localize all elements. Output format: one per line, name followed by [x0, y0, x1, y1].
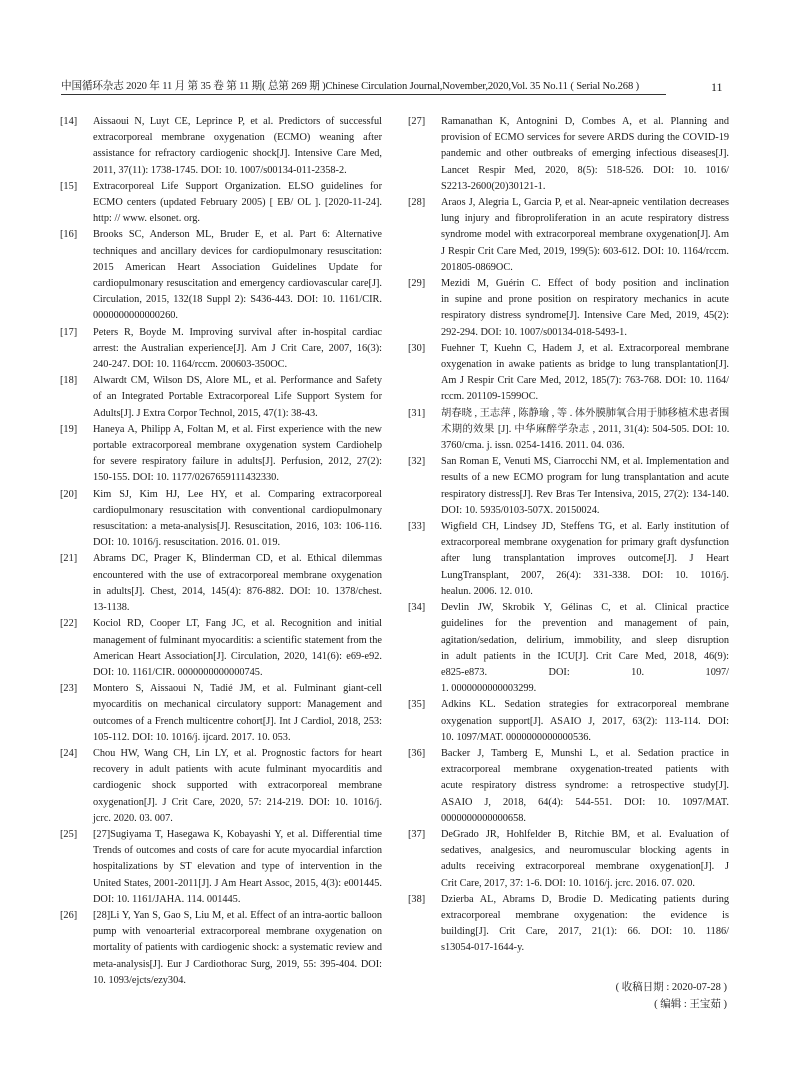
reference-line: 240-247. DOI: 10. 1164/rccm. 200603-350OC.	[93, 359, 288, 371]
reference-line: 3760/cma. j. issn. 0254-1416. 2011. 04. 036.	[441, 440, 625, 452]
reference-line: extracorporeal membrane oxygenation for primary graft dysfunction	[441, 537, 729, 549]
reference-text	[441, 114, 729, 195]
reference-number: [32]	[408, 456, 426, 468]
reference-line: extracorporeal membrane oxygenation (ECMO) weaning after	[93, 132, 382, 144]
reference-line: oxygenation in awake patients as bridge to lung transplantation[J].	[441, 359, 729, 371]
reference-line: DOI: 10. 1161/CIR. 0000000000000745.	[93, 666, 263, 678]
reference-line: agitation/sedation, delirium, immobility, and sleep disruption	[441, 634, 729, 646]
reference-line: jcrc. 2020. 03. 007.	[93, 812, 173, 824]
reference-line: DOI: 10. 5935/0103-507X. 20150024.	[441, 504, 600, 516]
reference-item	[408, 114, 729, 195]
reference-line: in supine and prone position on respiratory mechanics in acute	[441, 294, 729, 306]
reference-number: [25]	[60, 828, 78, 840]
reference-line: cardiopulmonary resuscitation with conventional cardiopulmonary	[93, 504, 382, 516]
reference-line: Ramanathan K, Antognini D, Combes A, et al. Planning and	[441, 116, 729, 127]
reference-line: assistance for refractory cardiogenic shock[J]. Intensive Care Med,	[93, 148, 382, 160]
reference-line: [27]Sugiyama T, Hasegawa K, Kobayashi Y, et al. Differential time	[93, 828, 382, 840]
reference-line: Brooks SC, Anderson ML, Bruder E, et al. Part 6: Alternative	[93, 229, 382, 241]
reference-item	[60, 227, 382, 324]
reference-line: 术期的效果 [J]. 中华麻醉学杂志 , 2011, 31(4): 504-505. DOI: 10.	[441, 423, 730, 435]
reference-line: building[J]. Crit Care, 2017, 21(1): 66. DOI: 10. 1186/	[441, 926, 729, 938]
reference-text	[93, 422, 382, 487]
reference-text	[441, 600, 729, 697]
reference-line: Adults[J]. J Extra Corpor Technol, 2015, 47(1): 38-43.	[93, 407, 318, 419]
reference-line: oxygenation support[J]. ASAIO J, 2017, 63(2): 113-114. DOI:	[441, 715, 729, 727]
reference-text	[93, 551, 382, 616]
reference-line: DeGrado JR, Hohlfelder B, Ritchie BM, et al. Evaluation of	[441, 828, 729, 840]
reference-item	[60, 179, 382, 228]
reference-item	[408, 195, 729, 276]
reference-line: Extracorporeal Life Support Organization. ELSO guidelines for	[93, 180, 382, 192]
reference-line: extracorporeal membrane oxygenation-treated patients with	[441, 764, 729, 776]
reference-number: [34]	[408, 602, 426, 614]
reference-line: 150-155. DOI: 10. 1177/0267659111432330.	[93, 472, 279, 484]
reference-line: s13054-017-1644-y.	[441, 942, 525, 954]
reference-number: [31]	[408, 407, 426, 419]
reference-line: encountered with the use of extracorporeal membrane oxygenation	[93, 569, 382, 581]
reference-text	[93, 373, 382, 422]
reference-item	[60, 908, 382, 989]
reference-text	[441, 697, 729, 746]
reference-line: myocarditis on mechanical circulatory support: Management and	[93, 699, 382, 711]
reference-line: pandemic and other outbreaks of emerging infectious diseases[J].	[441, 148, 729, 160]
reference-line: Aissaoui N, Luyt CE, Leprince P, et al. Predictors of successful	[93, 116, 382, 127]
reference-line: portable extracorporeal membrane oxygenation system Cardiohelp	[93, 440, 382, 452]
reference-line: 105-112. DOI: 10. 1016/j. ijcard. 2017. 10. 053.	[93, 731, 291, 743]
reference-line: syndrome model with extracorporeal membrane oxygenation[J]. Am	[441, 229, 729, 241]
reference-number: [24]	[60, 747, 78, 759]
reference-item	[408, 454, 729, 519]
reference-line: techniques and ancillary devices for cardiopulmonary resuscitation:	[93, 245, 382, 257]
reference-line: healun. 2006. 12. 010.	[441, 585, 533, 597]
reference-line: mortality of patients with cardiogenic shock: a systematic review and	[93, 942, 382, 954]
reference-line: outcomes of a French multicentre cohort[J]. Int J Cardiol, 2018, 253:	[93, 715, 382, 727]
reference-line: Am J Respir Crit Care Med, 2012, 185(7): 763-768. DOI: 10. 1164/	[441, 375, 729, 387]
reference-line: Dzierba AL, Abrams D, Brodie D. Medicating patients during	[441, 893, 729, 905]
received-date: ( 收稿日期 : 2020-07-28 )	[615, 982, 727, 993]
reference-text	[93, 746, 382, 827]
reference-text	[93, 227, 382, 324]
reference-text	[93, 179, 382, 228]
references-left-column	[60, 114, 382, 989]
reference-line: rccm. 201109-1599OC.	[441, 391, 539, 403]
reference-line: Trends of outcomes and costs of care for acute myocardial infarction	[93, 845, 382, 857]
reference-line: in adult patients in the ICU[J]. Crit Care Med, 2018, 46(9):	[441, 650, 729, 662]
references-right-column	[408, 114, 729, 957]
reference-line: respiratory distress[J]. Rev Bras Ter Intensiva, 2015, 27(2): 134-140.	[441, 488, 729, 500]
reference-line: Kociol RD, Cooper LT, Fang JC, et al. Recognition and initial	[93, 618, 382, 630]
reference-line: recovery in adult patients with acute fulminant myocarditis and	[93, 764, 382, 776]
reference-line: 0000000000000260.	[93, 310, 178, 322]
reference-item	[60, 325, 382, 374]
reference-line: S2213-2600(20)30121-1.	[441, 180, 546, 192]
reference-line: arrest: the Australian experience[J]. Am J Crit Care, 2007, 16(3):	[93, 342, 382, 354]
reference-line: [28]Li Y, Yan S, Gao S, Liu M, et al. Effect of an intra-aortic balloon	[93, 909, 382, 921]
reference-line: lung injury and fibroproliferation in an acute respiratory distress	[441, 213, 729, 225]
reference-text	[93, 487, 382, 552]
reference-line: Lancet Respir Med, 2020, 8(5): 518-526. DOI: 10. 1016/	[441, 164, 729, 176]
reference-text	[441, 892, 729, 957]
reference-text	[441, 519, 729, 600]
reference-line: meta-analysis[J]. Eur J Cardiothorac Surg, 2019, 55: 395-404. DOI:	[93, 958, 382, 970]
reference-line: Kim SJ, Kim HJ, Lee HY, et al. Comparing extracorporeal	[93, 488, 382, 500]
reference-line: extracorporeal membrane oxygenation: the evidence is	[441, 909, 729, 921]
reference-number: [36]	[408, 747, 426, 759]
reference-number: [37]	[408, 828, 426, 840]
reference-line: Montero S, Aissaoui N, Tadié JM, et al. Fulminant giant-cell	[93, 683, 382, 695]
reference-line: Circulation, 2015, 132(18 Suppl 2): S436-443. DOI: 10. 1161/CIR.	[93, 294, 382, 306]
reference-line: American Heart Association[J]. Circulation, 2020, 141(6): e69-e92.	[93, 650, 382, 662]
reference-number: [15]	[60, 180, 78, 192]
reference-line: provision of ECMO services for severe ARDS during the COVID-19	[441, 132, 729, 144]
reference-line: of an Integrated Portable Extracorporeal Life Support System for	[93, 391, 382, 403]
reference-line: San Roman E, Venuti MS, Ciarrocchi NM, et al. Implementation and	[441, 456, 729, 468]
reference-line: management of fulminant myocarditis: a scientific statement from the	[93, 634, 382, 646]
reference-line: 10. 1097/MAT. 0000000000000536.	[441, 731, 591, 743]
reference-line: LungTransplant, 2007, 26(4): 331-338. DOI: 10. 1016/j.	[441, 569, 729, 581]
reference-line: 10. 1093/ejcts/ezy304.	[93, 974, 186, 986]
reference-number: [27]	[408, 116, 426, 127]
reference-item	[60, 422, 382, 487]
reference-line: http: // www. elsonet. org.	[93, 213, 200, 225]
reference-item	[60, 827, 382, 908]
reference-line: acute respiratory distress syndrome: a retrospective study[J].	[441, 780, 729, 792]
reference-line: ECMO centers (updated February 2005) [ EB/ OL ]. [2020-11-24].	[93, 197, 382, 209]
reference-line: Abrams DC, Prager K, Blinderman CD, et al. Ethical dilemmas	[93, 553, 382, 565]
reference-number: [21]	[60, 553, 78, 565]
reference-item	[60, 114, 382, 179]
reference-line: sedatives, analgesics, and neuromuscular blocking agents in	[441, 845, 729, 857]
reference-item	[60, 487, 382, 552]
reference-text	[441, 827, 729, 892]
reference-line: Backer J, Tamberg E, Munshi L, et al. Sedation practice in	[441, 747, 729, 759]
reference-line: e825-e873. DOI: 10. 1097/	[441, 666, 729, 678]
editor-credit: ( 编辑 : 王宝茹 )	[654, 999, 727, 1010]
reference-line: 2015 American Heart Association Guidelines Update for	[93, 261, 382, 273]
reference-item	[60, 616, 382, 681]
reference-item	[408, 746, 729, 827]
reference-line: respiratory distress syndrome[J]. Intensive Care Med, 2019, 45(2):	[441, 310, 729, 322]
reference-line: resuscitation: a meta-analysis[J]. Resuscitation, 2016, 103: 106-116.	[93, 521, 382, 533]
reference-number: [28]	[408, 197, 426, 209]
reference-line: Alwardt CM, Wilson DS, Alore ML, et al. Performance and Safety	[93, 375, 382, 387]
reference-item	[408, 827, 729, 892]
reference-line: ASAIO J, 2018, 64(4): 544-551. DOI: 10. 1097/MAT.	[441, 796, 729, 808]
reference-line: United States, 2001-2011[J]. J Am Heart Assoc, 2015, 4(3): e001445.	[93, 877, 382, 889]
reference-number: [14]	[60, 116, 78, 127]
reference-line: hospitalizations by ST elevation and type of intervention in the	[93, 861, 382, 873]
reference-line: cardiopulmonary resuscitation and emergency cardiovascular care[J].	[93, 278, 382, 290]
reference-text	[93, 325, 382, 374]
reference-line: 2011, 37(11): 1738-1745. DOI: 10. 1007/s00134-011-2358-2.	[93, 164, 347, 176]
reference-item	[408, 341, 729, 406]
reference-line: Chou HW, Wang CH, Lin LY, et al. Prognostic factors for heart	[93, 747, 382, 759]
reference-item	[60, 746, 382, 827]
reference-text	[93, 827, 382, 908]
reference-number: [16]	[60, 229, 78, 241]
reference-text	[441, 341, 729, 406]
reference-number: [20]	[60, 488, 78, 500]
reference-line: oxygenation[J]. J Crit Care, 2020, 57: 214-219. DOI: 10. 1016/j.	[93, 796, 382, 808]
reference-text	[93, 681, 382, 746]
reference-text	[441, 406, 729, 455]
reference-line: Adkins KL. Sedation strategies for extracorporeal membrane	[441, 699, 729, 711]
reference-line: results of a new ECMO program for lung transplantation and acute	[441, 472, 729, 484]
running-header: 中国循环杂志 2020 年 11 月 第 35 卷 第 11 期( 总第 269 期 )Chinese Circulation Journal,November,2020,Vol. 35 No.11 ( Serial No.268 )	[61, 80, 666, 95]
reference-item	[408, 892, 729, 957]
reference-number: [22]	[60, 618, 78, 630]
reference-item	[60, 681, 382, 746]
reference-line: adults receiving extracorporeal membrane oxygenation[J]. J	[441, 861, 729, 873]
reference-text	[441, 454, 729, 519]
reference-line: 1. 0000000000003299.	[441, 683, 537, 695]
reference-line: DOI: 10. 1161/JAHA. 114. 001445.	[93, 893, 241, 905]
page-number: 11	[711, 80, 723, 94]
reference-text	[93, 616, 382, 681]
reference-line: DOI: 10. 1016/j. resuscitation. 2016. 01. 019.	[93, 537, 281, 549]
reference-item	[408, 519, 729, 600]
reference-number: [33]	[408, 521, 426, 533]
reference-item	[408, 406, 729, 455]
reference-line: 胡春晓 , 王志萍 , 陈静瑜 , 等 . 体外膜肺氧合用于肺移植术患者围	[441, 407, 730, 419]
reference-item	[408, 600, 729, 697]
reference-text	[93, 114, 382, 179]
reference-number: [29]	[408, 278, 426, 290]
reference-line: after lung transplantation improves outcome[J]. J Heart	[441, 553, 729, 565]
reference-line: 201805-0869OC.	[441, 261, 513, 273]
reference-line: Araos J, Alegria L, Garcia P, et al. Near-apneic ventilation decreases	[441, 197, 729, 209]
article-footer	[616, 979, 727, 1013]
reference-number: [19]	[60, 423, 78, 435]
reference-line: 0000000000000658.	[441, 812, 526, 824]
reference-line: Devlin JW, Skrobik Y, Gélinas C, et al. Clinical practice	[441, 602, 729, 614]
reference-number: [26]	[60, 909, 78, 921]
reference-text	[93, 908, 382, 989]
reference-line: Wigfield CH, Lindsey JD, Steffens TG, et al. Early institution of	[441, 521, 729, 533]
reference-item	[60, 551, 382, 616]
reference-item	[60, 373, 382, 422]
reference-line: 292-294. DOI: 10. 1007/s00134-018-5493-1.	[441, 326, 627, 338]
reference-line: in adults[J]. Chest, 2014, 145(4): 876-882. DOI: 10. 1378/chest.	[93, 585, 382, 597]
reference-line: J Respir Crit Care Med, 2019, 199(5): 603-612. DOI: 10. 1164/rccm.	[441, 245, 729, 257]
reference-number: [23]	[60, 683, 78, 695]
reference-item	[408, 276, 729, 341]
reference-text	[441, 276, 729, 341]
reference-text	[441, 746, 729, 827]
reference-number: [18]	[60, 375, 78, 387]
reference-line: pump with venoarterial extracorporeal membrane oxygenation on	[93, 926, 382, 938]
reference-number: [30]	[408, 342, 426, 354]
reference-line: Haneya A, Philipp A, Foltan M, et al. First experience with the new	[93, 423, 382, 435]
reference-item	[408, 697, 729, 746]
reference-line: Crit Care, 2017, 37: 1-6. DOI: 10. 1016/j. jcrc. 2016. 07. 020.	[441, 877, 695, 889]
reference-line: for severe respiratory failure in adults[J]. Perfusion, 2012, 27(2):	[93, 456, 382, 468]
reference-number: [38]	[408, 893, 426, 905]
reference-number: [35]	[408, 699, 426, 711]
reference-line: cardiogenic shock supported with extracorporeal membrane	[93, 780, 382, 792]
reference-text	[441, 195, 729, 276]
reference-line: Peters R, Boyde M. Improving survival after in-hospital cardiac	[93, 326, 382, 338]
reference-line: guidelines for the prevention and management of pain,	[441, 618, 729, 630]
reference-line: 13-1138.	[93, 602, 130, 614]
reference-number: [17]	[60, 326, 78, 338]
reference-line: Fuehner T, Kuehn C, Hadem J, et al. Extracorporeal membrane	[441, 342, 729, 354]
reference-line: Mezidi M, Guérin C. Effect of body position and inclination	[441, 278, 729, 290]
